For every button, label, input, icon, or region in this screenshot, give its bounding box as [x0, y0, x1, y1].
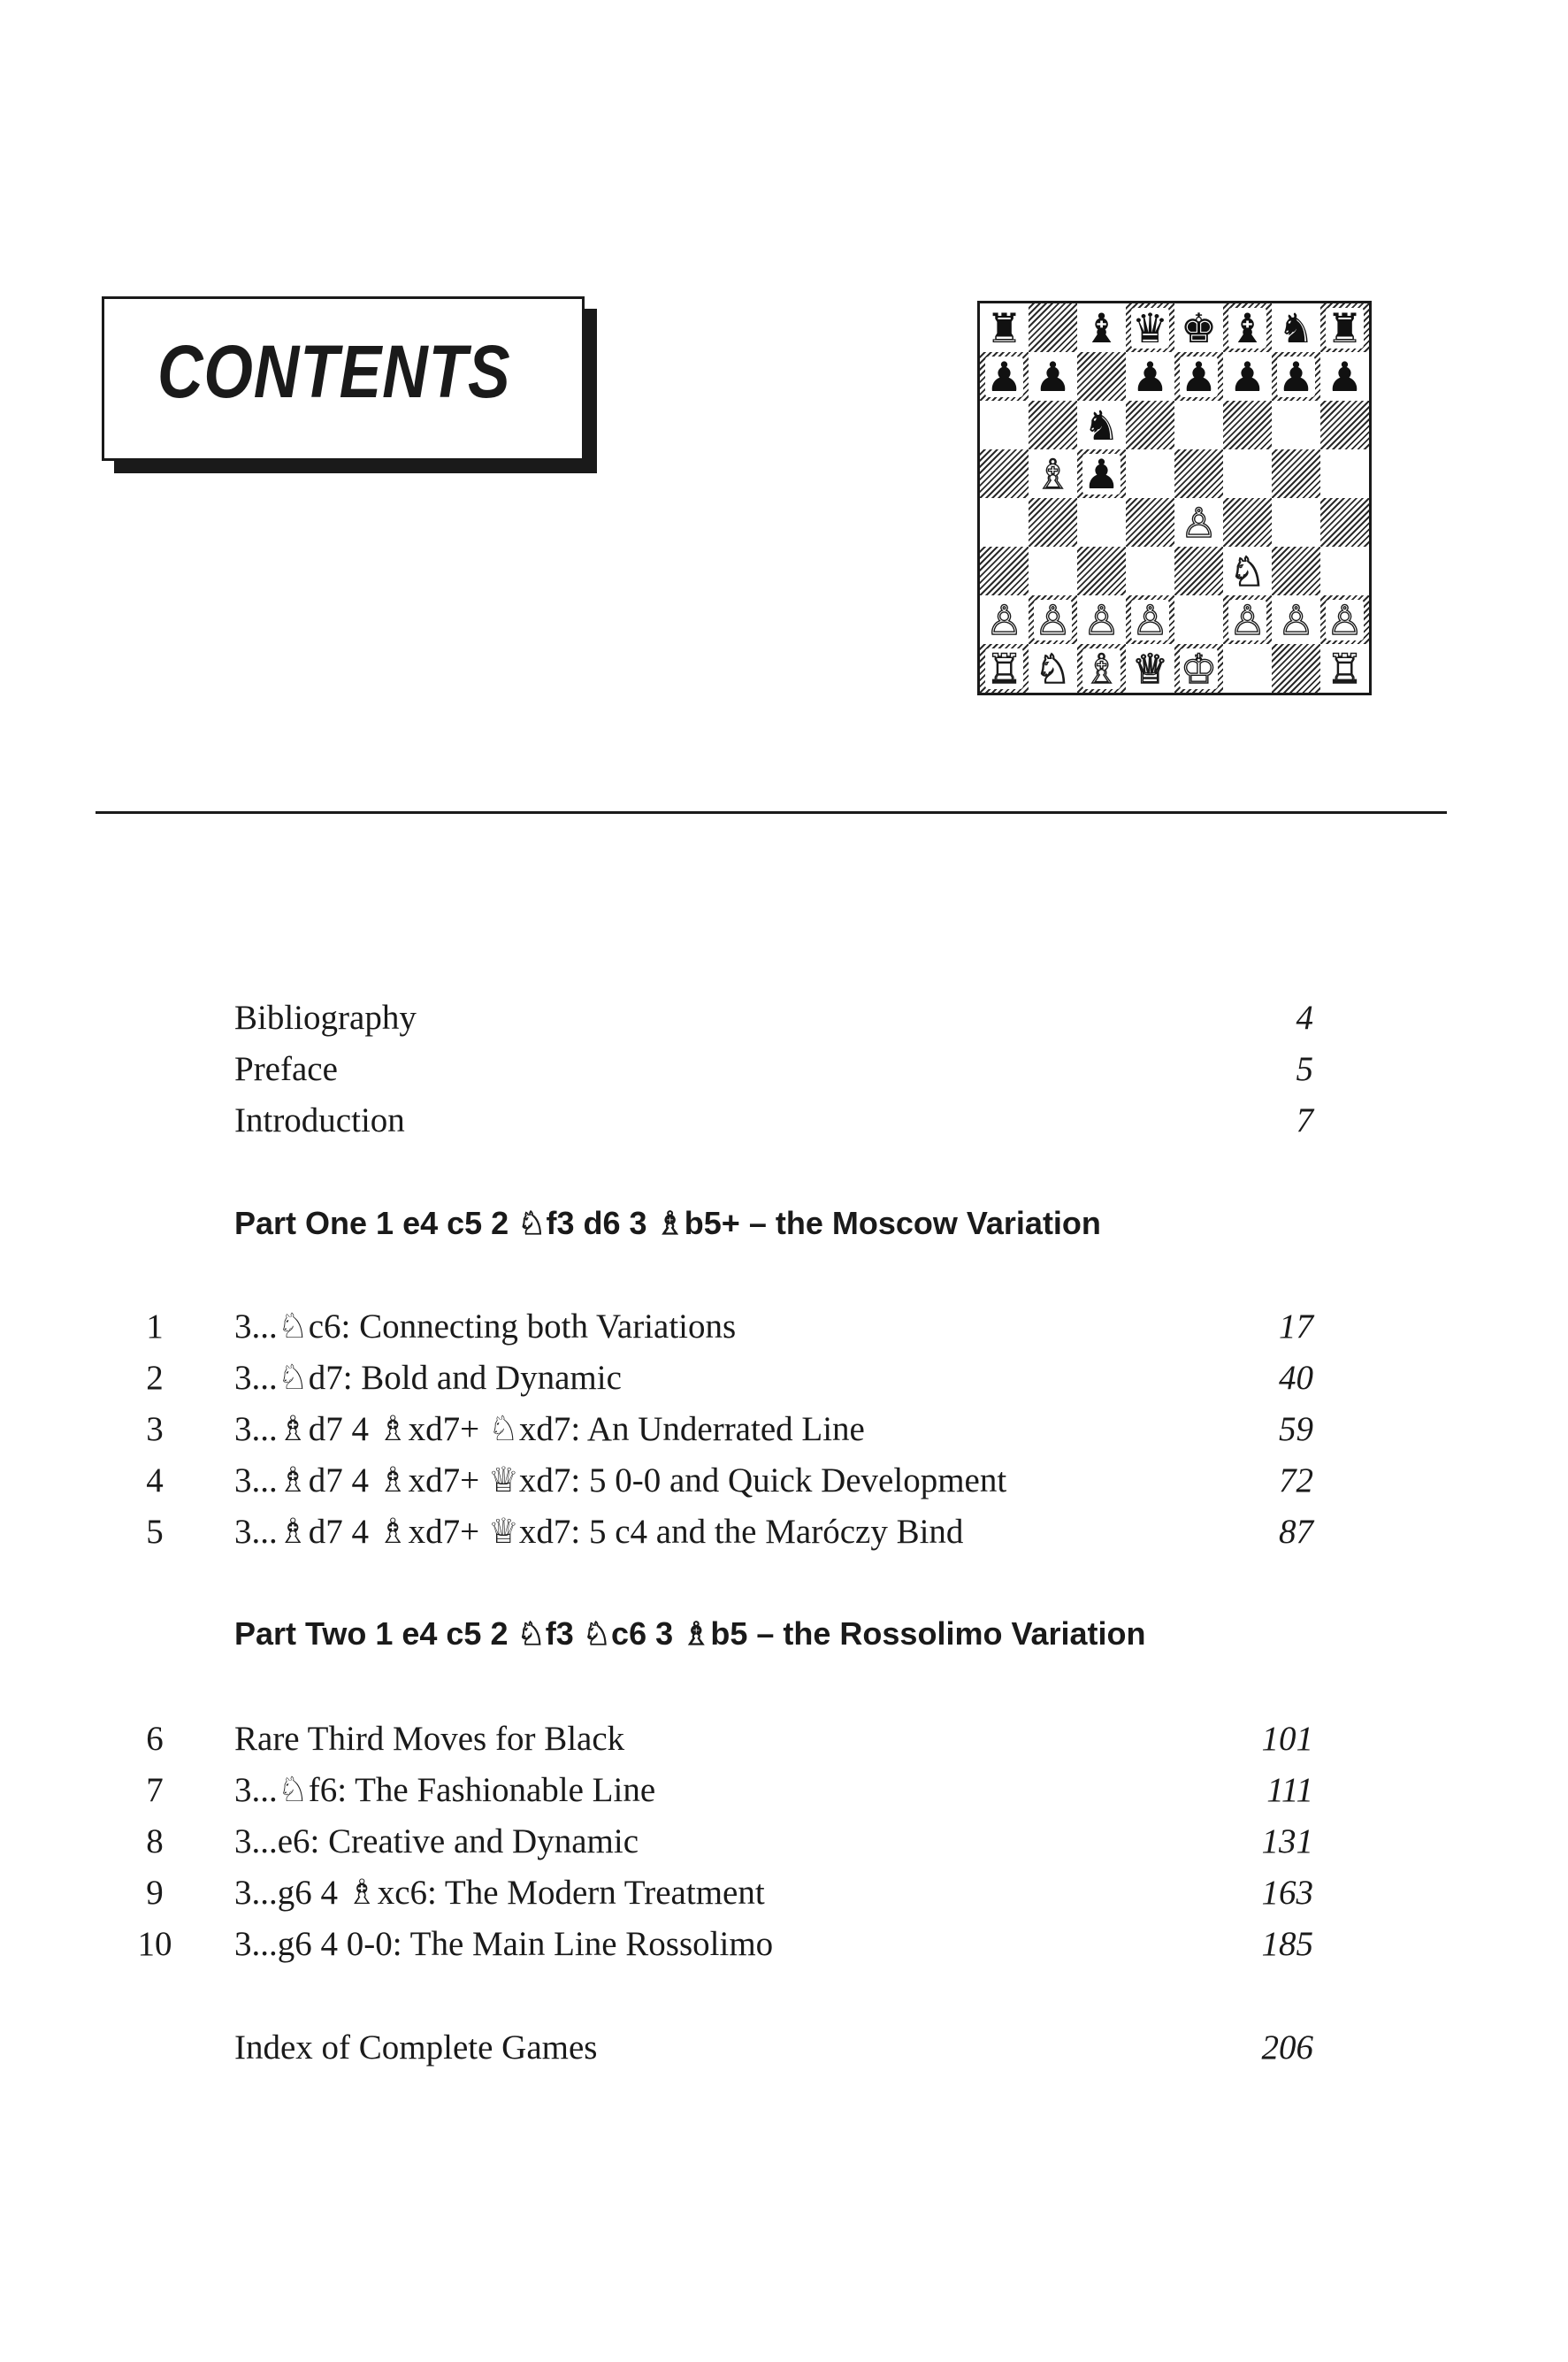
- entry-title: Index of Complete Games: [234, 2028, 598, 2067]
- square-g4: [1272, 498, 1320, 547]
- black-knight-icon: ♞: [1082, 401, 1121, 449]
- chapter-row[interactable]: [0, 1719, 1568, 1768]
- square-d1: [1126, 644, 1174, 693]
- black-pawn-icon: ♟: [1131, 352, 1169, 401]
- square-h2: [1320, 595, 1369, 644]
- chapter-page: 87: [1279, 1513, 1313, 1551]
- square-c1: [1077, 644, 1126, 693]
- square-e2: [1174, 595, 1223, 644]
- square-e5: [1174, 449, 1223, 498]
- square-d2: [1126, 595, 1174, 644]
- black-pawn-icon: ♟: [1228, 352, 1266, 401]
- toc-entry-preface[interactable]: [0, 1049, 1568, 1099]
- square-b5: [1029, 449, 1077, 498]
- square-c3: [1077, 547, 1126, 595]
- square-f2: [1223, 595, 1272, 644]
- part-one-heading: [0, 1205, 1568, 1254]
- toc-entry-introduction[interactable]: [0, 1100, 1568, 1150]
- toc-entry-index[interactable]: [0, 2028, 1568, 2077]
- entry-title: Introduction: [234, 1101, 405, 1139]
- square-f5: [1223, 449, 1272, 498]
- part-heading: Part One 1 e4 c5 2 ♘f3 d6 3 ♗b5+ – the Moscow Variation: [234, 1205, 1101, 1241]
- square-f7: [1223, 352, 1272, 401]
- square-e1: [1174, 644, 1223, 693]
- square-a4: [980, 498, 1029, 547]
- square-c7: [1077, 352, 1126, 401]
- square-d4: [1126, 498, 1174, 547]
- chapter-title: 3...♗d7 4 ♗xd7+ ♘xd7: An Underrated Line: [234, 1410, 865, 1448]
- chapter-row[interactable]: [0, 1461, 1568, 1510]
- white-pawn-icon: ♙: [1228, 595, 1266, 644]
- white-knight-icon: ♘: [1034, 644, 1072, 693]
- chapter-row[interactable]: [0, 1924, 1568, 1974]
- black-pawn-icon: ♟: [1277, 352, 1315, 401]
- black-pawn-icon: ♟: [1082, 449, 1121, 498]
- chapter-number: 4: [146, 1461, 164, 1499]
- white-rook-icon: ♖: [985, 644, 1023, 693]
- chapter-page: 101: [1261, 1720, 1313, 1758]
- chapter-title: 3...♗d7 4 ♗xd7+ ♕xd7: 5 c4 and the Maróczy Bind: [234, 1513, 964, 1551]
- chapter-number: 8: [146, 1822, 164, 1860]
- black-rook-icon: ♜: [1326, 303, 1364, 352]
- square-a8: [980, 303, 1029, 352]
- white-pawn-icon: ♙: [1277, 595, 1315, 644]
- black-king-icon: ♚: [1180, 303, 1218, 352]
- chapter-number: 5: [146, 1513, 164, 1551]
- chapter-title: 3...g6 4 ♗xc6: The Modern Treatment: [234, 1874, 765, 1912]
- chapter-title: 3...♗d7 4 ♗xd7+ ♕xd7: 5 0-0 and Quick Development: [234, 1461, 1007, 1499]
- black-queen-icon: ♛: [1131, 303, 1169, 352]
- white-knight-icon: ♘: [1228, 547, 1266, 595]
- square-b3: [1029, 547, 1077, 595]
- chapter-number: 6: [146, 1720, 164, 1758]
- white-pawn-icon: ♙: [1326, 595, 1364, 644]
- square-h5: [1320, 449, 1369, 498]
- square-h3: [1320, 547, 1369, 595]
- white-pawn-icon: ♙: [1082, 595, 1121, 644]
- chapter-row[interactable]: [0, 1821, 1568, 1871]
- square-g5: [1272, 449, 1320, 498]
- square-e3: [1174, 547, 1223, 595]
- white-pawn-icon: ♙: [1180, 498, 1218, 547]
- contents-heading-box: [102, 296, 585, 461]
- chapter-number: 1: [146, 1308, 164, 1346]
- square-h4: [1320, 498, 1369, 547]
- chapter-row[interactable]: [0, 1409, 1568, 1459]
- square-d8: [1126, 303, 1174, 352]
- black-pawn-icon: ♟: [1034, 352, 1072, 401]
- square-a7: [980, 352, 1029, 401]
- chapter-page: 40: [1279, 1359, 1313, 1397]
- square-a2: [980, 595, 1029, 644]
- chapter-row[interactable]: [0, 1512, 1568, 1561]
- square-a5: [980, 449, 1029, 498]
- chapter-page: 17: [1279, 1308, 1313, 1346]
- chapter-row[interactable]: [0, 1770, 1568, 1820]
- square-g1: [1272, 644, 1320, 693]
- square-c6: [1077, 401, 1126, 449]
- entry-title: Bibliography: [234, 999, 417, 1037]
- white-queen-icon: ♕: [1131, 644, 1169, 693]
- chapter-number: 9: [146, 1874, 164, 1912]
- square-g2: [1272, 595, 1320, 644]
- black-knight-icon: ♞: [1277, 303, 1315, 352]
- square-f8: [1223, 303, 1272, 352]
- chapter-row[interactable]: [0, 1358, 1568, 1407]
- square-f1: [1223, 644, 1272, 693]
- square-a1: [980, 644, 1029, 693]
- square-h6: [1320, 401, 1369, 449]
- entry-page: 206: [1261, 2028, 1313, 2067]
- square-d5: [1126, 449, 1174, 498]
- white-king-icon: ♔: [1180, 644, 1218, 693]
- square-g7: [1272, 352, 1320, 401]
- square-c2: [1077, 595, 1126, 644]
- horizontal-rule: [96, 811, 1447, 814]
- chapter-page: 72: [1279, 1461, 1313, 1499]
- square-b8: [1029, 303, 1077, 352]
- entry-page: 4: [1296, 999, 1313, 1037]
- white-pawn-icon: ♙: [985, 595, 1023, 644]
- chapter-number: 10: [137, 1925, 172, 1963]
- square-b1: [1029, 644, 1077, 693]
- black-rook-icon: ♜: [985, 303, 1023, 352]
- square-g6: [1272, 401, 1320, 449]
- toc-entry-bibliography[interactable]: [0, 998, 1568, 1047]
- black-pawn-icon: ♟: [1326, 352, 1364, 401]
- square-g3: [1272, 547, 1320, 595]
- square-c5: [1077, 449, 1126, 498]
- square-f3: [1223, 547, 1272, 595]
- square-h1: [1320, 644, 1369, 693]
- black-pawn-icon: ♟: [1180, 352, 1218, 401]
- square-e8: [1174, 303, 1223, 352]
- chapter-title: Rare Third Moves for Black: [234, 1720, 625, 1758]
- square-d6: [1126, 401, 1174, 449]
- part-two-heading: [0, 1615, 1568, 1665]
- square-e7: [1174, 352, 1223, 401]
- chapter-number: 3: [146, 1410, 164, 1448]
- chapter-number: 2: [146, 1359, 164, 1397]
- square-d7: [1126, 352, 1174, 401]
- chapter-number: 7: [146, 1771, 164, 1809]
- chapter-page: 163: [1261, 1874, 1313, 1912]
- square-e4: [1174, 498, 1223, 547]
- square-a6: [980, 401, 1029, 449]
- square-d3: [1126, 547, 1174, 595]
- square-e6: [1174, 401, 1223, 449]
- chess-diagram: [977, 301, 1372, 695]
- entry-page: 7: [1296, 1101, 1313, 1139]
- chapter-page: 131: [1261, 1822, 1313, 1860]
- chapter-title: 3...♘c6: Connecting both Variations: [234, 1308, 737, 1346]
- square-b6: [1029, 401, 1077, 449]
- white-pawn-icon: ♙: [1131, 595, 1169, 644]
- chapter-title: 3...e6: Creative and Dynamic: [234, 1822, 639, 1860]
- square-g8: [1272, 303, 1320, 352]
- entry-page: 5: [1296, 1050, 1313, 1088]
- square-a3: [980, 547, 1029, 595]
- square-h7: [1320, 352, 1369, 401]
- black-bishop-icon: ♝: [1082, 303, 1121, 352]
- chapter-page: 111: [1266, 1771, 1313, 1809]
- white-bishop-icon: ♗: [1034, 449, 1072, 498]
- square-c4: [1077, 498, 1126, 547]
- page-title: CONTENTS: [157, 330, 511, 413]
- square-b2: [1029, 595, 1077, 644]
- square-b4: [1029, 498, 1077, 547]
- square-b7: [1029, 352, 1077, 401]
- chapter-row[interactable]: [0, 1873, 1568, 1922]
- black-pawn-icon: ♟: [985, 352, 1023, 401]
- white-pawn-icon: ♙: [1034, 595, 1072, 644]
- chapter-row[interactable]: [0, 1307, 1568, 1356]
- square-f6: [1223, 401, 1272, 449]
- chapter-title: 3...♘d7: Bold and Dynamic: [234, 1359, 622, 1397]
- black-bishop-icon: ♝: [1228, 303, 1266, 352]
- entry-title: Preface: [234, 1050, 338, 1088]
- chapter-title: 3...g6 4 0-0: The Main Line Rossolimo: [234, 1925, 774, 1963]
- chapter-page: 59: [1279, 1410, 1313, 1448]
- chapter-title: 3...♘f6: The Fashionable Line: [234, 1771, 656, 1809]
- square-c8: [1077, 303, 1126, 352]
- white-rook-icon: ♖: [1326, 644, 1364, 693]
- chapter-page: 185: [1261, 1925, 1313, 1963]
- part-heading: Part Two 1 e4 c5 2 ♘f3 ♘c6 3 ♗b5 – the Rossolimo Variation: [234, 1615, 1146, 1652]
- white-bishop-icon: ♗: [1082, 644, 1121, 693]
- square-h8: [1320, 303, 1369, 352]
- square-f4: [1223, 498, 1272, 547]
